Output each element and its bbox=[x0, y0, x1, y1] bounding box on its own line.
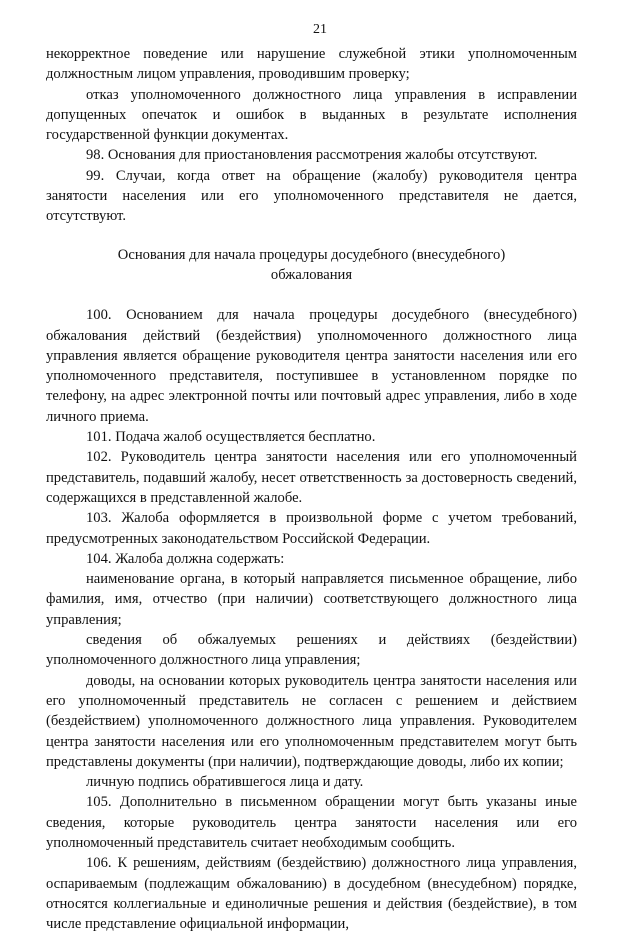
paragraph-misconduct: некорректное поведение или нарушение служебной этики уполномоченным должностным лицом управления, проводившим проверку; bbox=[46, 46, 577, 83]
paragraph-104: 104. Жалоба должна содержать: bbox=[86, 550, 285, 567]
page-number: 21 bbox=[313, 22, 327, 37]
paragraph-103: 103. Жалоба оформляется в произвольной форме с учетом требований, предусмотренных законодательством Российской Федерации. bbox=[46, 510, 577, 547]
paragraph-102: 102. Руководитель центра занятости населения или его уполномоченный представитель, подавший жалобу, несет ответственность за достоверность сведений, содержащихся в представленной жалобе. bbox=[46, 449, 577, 506]
paragraph-refusal-corrections: отказ уполномоченного должностного лица управления в исправлении допущенных опечаток и ошибок в выданных в результате исполнения государственной функции документах. bbox=[46, 86, 577, 144]
list-item-contested-decisions: сведения об обжалуемых решениях и действиях (бездействии) уполномоченного должностного лица управления; bbox=[46, 632, 577, 669]
paragraph-101: 101. Подача жалоб осуществляется бесплатно. bbox=[86, 429, 376, 446]
list-item-signature-date: личную подпись обратившегося лица и дату. bbox=[86, 774, 364, 791]
paragraph-100: 100. Основанием для начала процедуры досудебного (внесудебного) обжалования действий (бездействия) уполномоченного должностного лица управления является обращение руководителя центра занятости населения или его уполномоченного представителя, поступившее в установленном порядке по телефону, на адрес электронной почты или почтовый адрес управления, либо в ходе личного приема. bbox=[46, 307, 577, 425]
section-heading-line-2: обжалования bbox=[270, 266, 353, 283]
paragraph-105: 105. Дополнительно в письменном обращении могут быть указаны иные сведения, которые руководитель центра занятости населения или его уполномоченный представитель считает необходимым сообщить. bbox=[46, 794, 577, 851]
section-heading bbox=[46, 245, 577, 286]
paragraph-106: 106. К решениям, действиям (бездействию) должностного лица управления, оспариваемым (подлежащим обжалованию) в досудебном (внесудебном) порядке, относятся коллегиальные и единоличные решения и действия (бездействие), в том числе представление официальной информации, bbox=[46, 855, 577, 933]
document-body bbox=[46, 44, 577, 934]
paragraph-99: 99. Случаи, когда ответ на обращение (жалобу) руководителя центра занятости населения или его уполномоченного представителя не дается, отсутствуют. bbox=[46, 167, 577, 225]
section-heading-line-1: Основания для начала процедуры досудебного (внесудебного) bbox=[117, 246, 506, 263]
list-item-organ-name: наименование органа, в который направляется письменное обращение, либо фамилия, имя, отчество (при наличии) соответствующего должностного лица управления; bbox=[46, 571, 577, 628]
paragraph-98: 98. Основания для приостановления рассмотрения жалобы отсутствуют. bbox=[86, 147, 538, 164]
list-item-arguments: доводы, на основании которых руководитель центра занятости населения или его уполномоченный представитель не согласен с решением и действием (бездействием) уполномоченного должностного лица управления. Руководителем центра занятости населения или его уполномоченным представителем могут быть представлены документы (при наличии), подтверждающие доводы, либо их копии; bbox=[46, 672, 577, 770]
